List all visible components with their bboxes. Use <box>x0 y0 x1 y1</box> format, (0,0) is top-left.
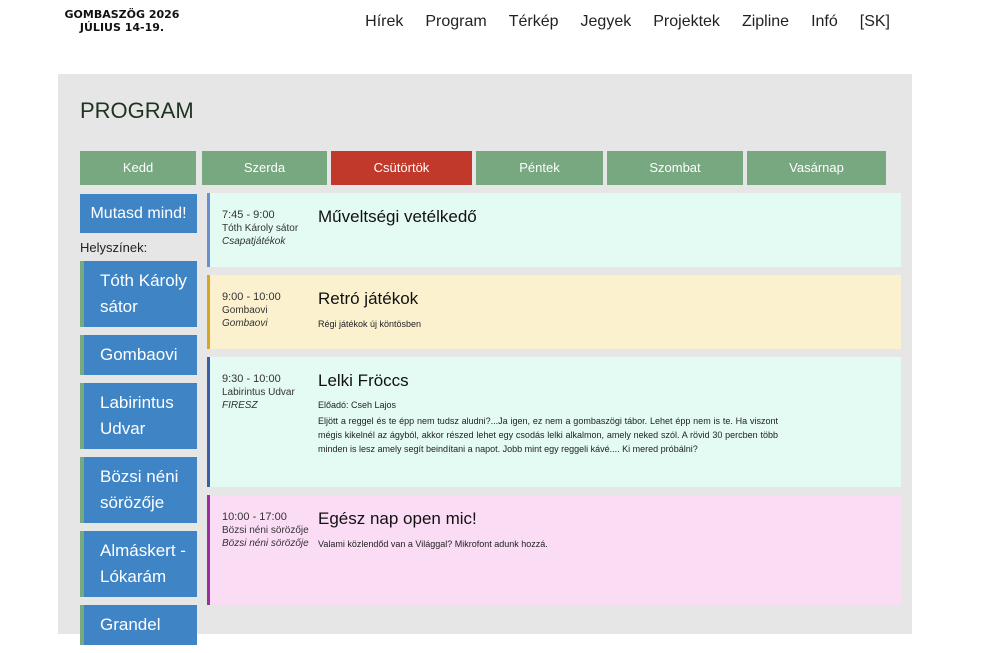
event-body <box>318 371 778 456</box>
event-time: 10:00 - 17:00 <box>222 511 287 523</box>
venue-filter-bozsi-neni-sorozoje[interactable]: Bözsi néni sörözője <box>80 457 197 523</box>
event-time: 7:45 - 9:00 <box>222 209 275 221</box>
logo-title: GOMBASZÖG 2026 <box>64 8 180 21</box>
event-description: Régi játékok új köntösben <box>318 319 422 329</box>
event-time: 9:00 - 10:00 <box>222 291 281 303</box>
event-card[interactable] <box>207 193 901 267</box>
tab-szerda[interactable]: Szerda <box>202 151 327 185</box>
venues-label: Helyszínek: <box>80 240 148 255</box>
event-speaker: Előadó: Cseh Lajos <box>318 400 397 410</box>
event-body <box>318 509 778 551</box>
event-category: Bözsi néni sörözője <box>222 538 309 549</box>
event-description: Eljött a reggel és te épp nem tudsz aludni?...Ja igen, ez nem a gombaszögi tábor. Lehet épp nem is te. Ha viszont mégis kikelnél az ágyból, akkor részed lehet egy csodás lelki alkalmon, amely neked szól. A rövid 30 percben több minden is lesz amely segít beindítani a napot. Jobb mint egy reggeli kávé.... Ki mered próbálni? <box>318 416 778 454</box>
event-venue: Tóth Károly sátor <box>222 223 299 234</box>
venue-filter-labirintus-udvar[interactable]: Labirintus Udvar <box>80 383 197 449</box>
event-title: Egész nap open mic! <box>318 509 477 528</box>
nav-jegyek[interactable]: Jegyek <box>580 13 632 30</box>
nav-info[interactable]: Infó <box>811 13 838 30</box>
event-meta <box>222 209 312 248</box>
program-panel <box>58 74 912 634</box>
tab-pentek[interactable]: Péntek <box>476 151 603 185</box>
venue-filter-toth-karoly-sator[interactable]: Tóth Károly sátor <box>80 261 197 327</box>
event-body <box>318 289 778 331</box>
nav-language-sk[interactable]: [SK] <box>859 13 890 30</box>
event-card[interactable] <box>207 357 901 487</box>
main-nav <box>343 13 890 31</box>
event-card[interactable] <box>207 495 901 605</box>
event-venue: Labirintus Udvar <box>222 387 295 398</box>
event-list <box>207 193 901 613</box>
event-venue: Bözsi néni sörözője <box>222 525 309 536</box>
show-all-button[interactable]: Mutasd mind! <box>80 194 197 233</box>
venue-filter-grandel[interactable]: Grandel <box>80 605 197 645</box>
event-meta <box>222 291 312 330</box>
event-category: Csapatjátékok <box>222 236 286 247</box>
event-category: FIRESZ <box>222 400 258 411</box>
nav-zipline[interactable]: Zipline <box>741 13 790 30</box>
event-body <box>318 207 778 235</box>
venue-filter-almaskert-lokaram[interactable]: Almáskert - Lókarám <box>80 531 197 597</box>
event-time: 9:30 - 10:00 <box>222 373 281 385</box>
tab-szombat[interactable]: Szombat <box>607 151 743 185</box>
venue-filter-sidebar <box>80 194 197 653</box>
venue-filter-gombaovi[interactable]: Gombaovi <box>80 335 197 375</box>
nav-terkep[interactable]: Térkép <box>508 13 559 30</box>
event-title: Retró játékok <box>318 289 419 308</box>
tab-vasarnap[interactable]: Vasárnap <box>747 151 886 185</box>
tab-csutortok[interactable]: Csütörtök <box>331 151 472 185</box>
page-title: PROGRAM <box>80 98 194 123</box>
festival-logo[interactable] <box>62 8 182 34</box>
event-title: Műveltségi vetélkedő <box>318 207 477 226</box>
nav-projektek[interactable]: Projektek <box>653 13 720 30</box>
event-venue: Gombaovi <box>222 305 268 316</box>
tab-kedd[interactable]: Kedd <box>80 151 196 185</box>
event-meta <box>222 511 312 550</box>
nav-hirek[interactable]: Hírek <box>365 13 404 30</box>
logo-dates: JÚLIUS 14-19. <box>79 21 165 34</box>
event-meta <box>222 373 312 412</box>
nav-program[interactable]: Program <box>425 13 487 30</box>
event-category: Gombaovi <box>222 318 268 329</box>
event-title: Lelki Fröccs <box>318 371 409 390</box>
event-description: Valami közlendőd van a Világgal? Mikrofont adunk hozzá. <box>318 539 548 549</box>
event-card[interactable] <box>207 275 901 349</box>
